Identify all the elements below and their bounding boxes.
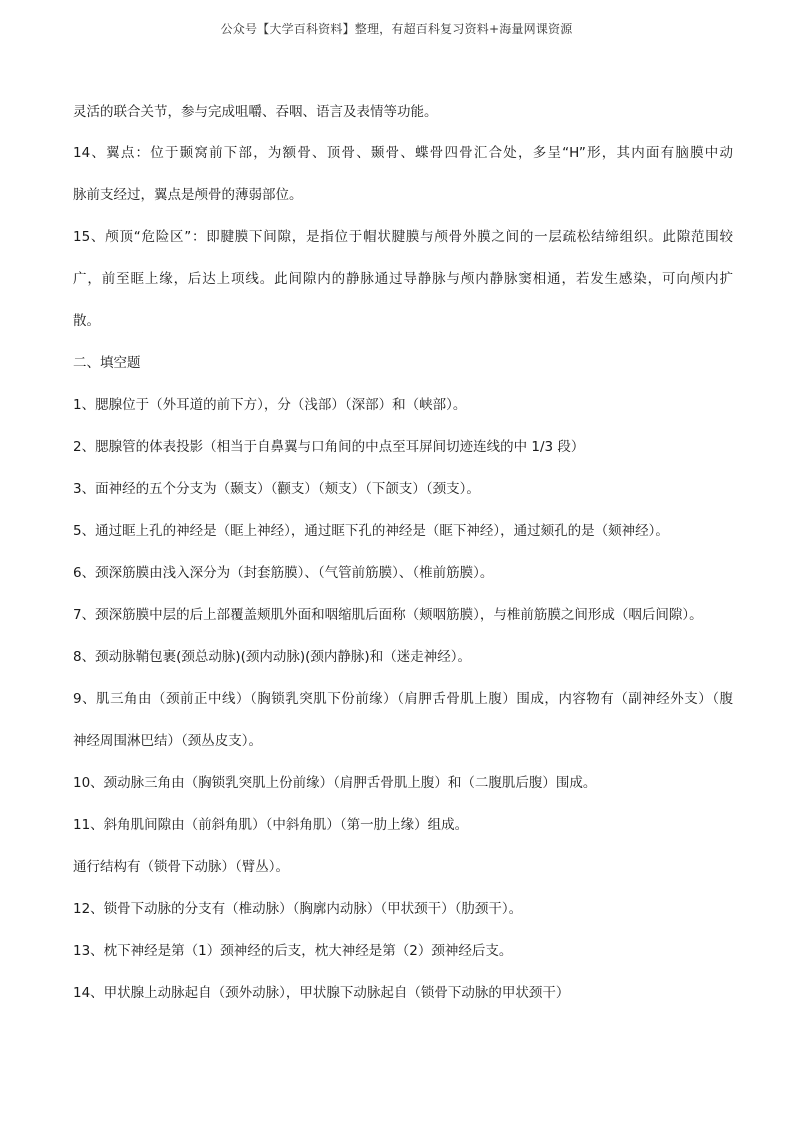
paragraph-line: 15、颅顶“危险区”：即腱膜下间隙，是指位于帽状腱膜与颅骨外膜之间的一层疏松结缔组织。此隙范围较 [73, 229, 733, 245]
question-line: 神经周围淋巴结）（颈丛皮支）。 [73, 733, 262, 749]
question-line: 10、颈动脉三角由（胸锁乳突肌上份前缘）（肩胛舌骨肌上腹）和（二腹肌后腹）围成。 [73, 775, 597, 791]
paragraph-line: 脉前支经过，翼点是颅骨的薄弱部位。 [73, 187, 303, 203]
question-line: 13、枕下神经是第（1）颈神经的后支，枕大神经是第（2）颈神经后支。 [73, 943, 513, 959]
question-line: 12、锁骨下动脉的分支有（椎动脉）（胸廓内动脉）（甲状颈干）（肋颈干）。 [73, 901, 523, 917]
paragraph-line: 散。 [73, 313, 100, 329]
question-line: 8、颈动脉鞘包裹(颈总动脉)(颈内动脉)(颈内静脉)和（迷走神经）。 [73, 649, 471, 665]
question-line: 9、肌三角由（颈前正中线）（胸锁乳突肌下份前缘）（肩胛舌骨肌上腹）围成，内容物有（副神经外支）（腹 [73, 691, 733, 707]
paragraph-line: 灵活的联合关节，参与完成咀嚼、吞咽、语言及表情等功能。 [73, 104, 438, 120]
paragraph-line: 广，前至眶上缘，后达上项线。此间隙内的静脉通过导静脉与颅内静脉窦相通，若发生感染，可向颅内扩 [73, 271, 733, 287]
section-title: 二、填空题 [73, 355, 141, 371]
question-line: 1、腮腺位于（外耳道的前下方），分（浅部）（深部）和（峡部）。 [73, 397, 467, 413]
question-line: 6、颈深筋膜由浅入深分为（封套筋膜）、（气管前筋膜）、（椎前筋膜）。 [73, 565, 494, 581]
question-line: 2、腮腺管的体表投影（相当于自鼻翼与口角间的中点至耳屏间切迹连线的中 1/3 段） [73, 439, 585, 455]
question-line: 11、斜角肌间隙由（前斜角肌）（中斜角肌）（第一肋上缘）组成。 [73, 817, 469, 833]
question-line: 14、甲状腺上动脉起自（颈外动脉），甲状腺下动脉起自（锁骨下动脉的甲状颈干） [73, 985, 570, 1001]
question-line: 3、面神经的五个分支为（颞支）（颧支）（颊支）（下颌支）（颈支）。 [73, 481, 480, 497]
question-line: 5、通过眶上孔的神经是（眶上神经），通过眶下孔的神经是（眶下神经），通过颏孔的是（颏神经）。 [73, 523, 669, 539]
question-line: 通行结构有（锁骨下动脉）（臂丛）。 [73, 859, 289, 875]
question-line: 7、颈深筋膜中层的后上部覆盖颊肌外面和咽缩肌后面称（颊咽筋膜），与椎前筋膜之间形成（咽后间隙）。 [73, 607, 703, 623]
page-header: 公众号【大学百科资料】整理，有超百科复习资料+海量网课资源 [220, 22, 573, 36]
paragraph-line: 14、翼点：位于颞窝前下部，为额骨、顶骨、颞骨、蝶骨四骨汇合处，多呈“H”形，其内面有脑膜中动 [73, 145, 733, 161]
